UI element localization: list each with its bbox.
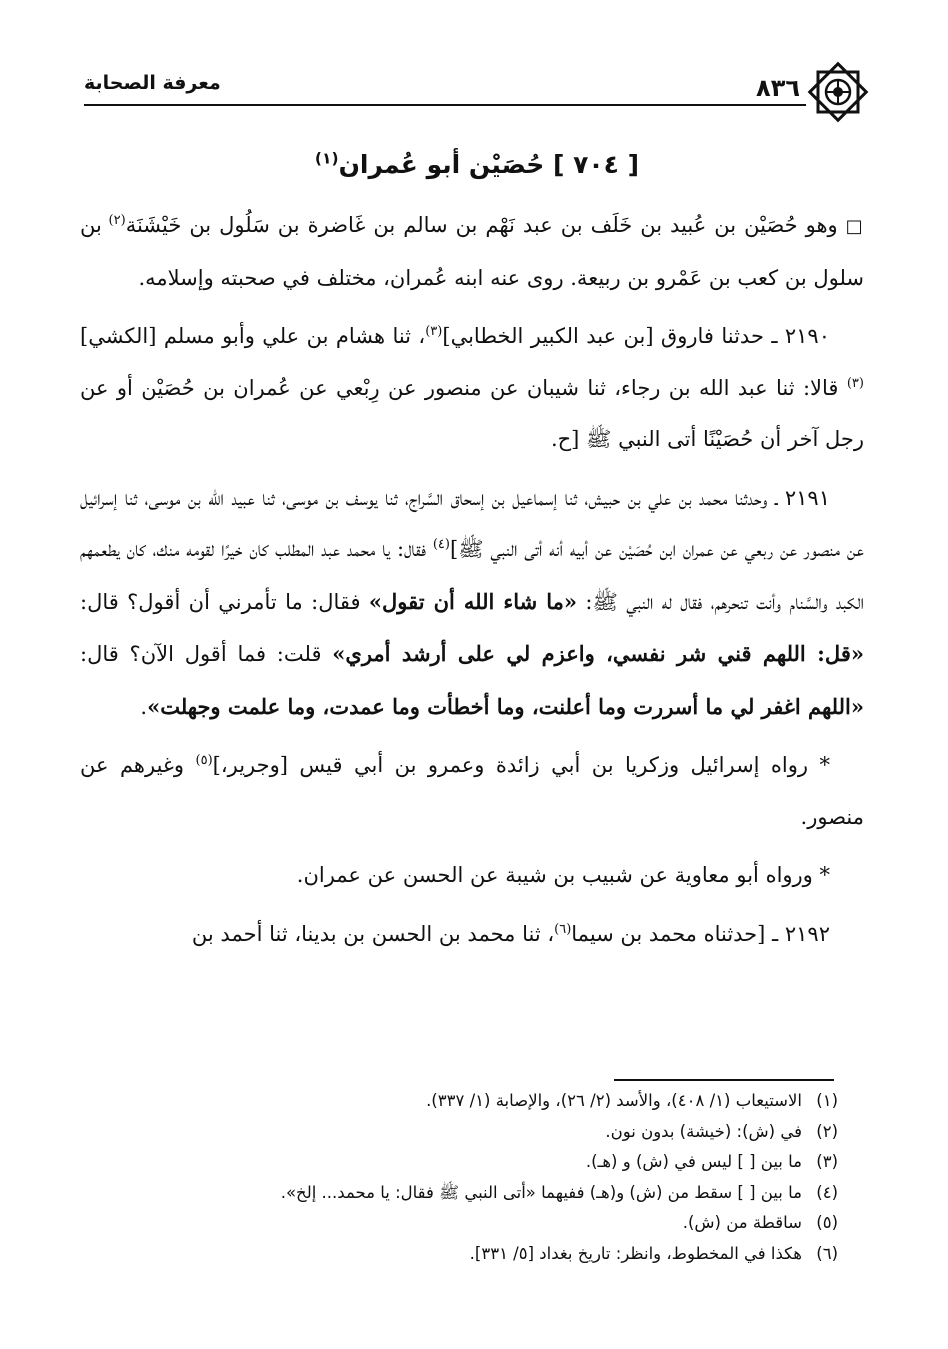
narration-note bbox=[80, 740, 864, 843]
footnote-number: (٣) bbox=[816, 1152, 838, 1171]
footnote-marker: (٥) bbox=[195, 753, 213, 768]
paragraph-text: بن سلول بن كعب بن عَمْرو بن ربيعة. روى عنه ابنه عُمران، مختلف في صحبته وإسلامه. bbox=[80, 213, 864, 290]
footnote-text: ما بين [ ] سقط من (ش) و(هـ) ففيهما «أتى النبي ﷺ فقال: يا محمد... إلخ». bbox=[280, 1182, 802, 1202]
paragraph-text: وهو حُصَيْن بن عُبيد بن خَلَف بن عبد نَهْم بن سالم بن غَاضرة بن سَلُول بن خَيْشَنَة bbox=[125, 213, 838, 237]
paragraph-text: * رواه إسرائيل وزكريا بن أبي زائدة وعمرو بن أبي قيس [وجرير،] bbox=[212, 753, 830, 777]
entry-footnote-marker: (١) bbox=[314, 149, 339, 168]
footnotes bbox=[80, 1086, 838, 1269]
footnote-number: (٢) bbox=[816, 1121, 838, 1141]
paragraph-text: ، ثنا محمد بن الحسن بن بدينا، ثنا أحمد بن bbox=[191, 921, 555, 946]
footnote-divider bbox=[614, 1079, 834, 1081]
footnote-number: (٦) bbox=[816, 1243, 838, 1263]
square-bullet-icon: □ bbox=[845, 216, 864, 237]
paragraph-text: ٢١٩٠ ـ حدثنا فاروق [بن عبد الكبير الخطابي] bbox=[442, 324, 830, 348]
footnote-marker: (٢) bbox=[108, 213, 126, 228]
main-text bbox=[80, 200, 864, 967]
paragraph-text: فقال: يا محمد عبد المطلب كان خيرًا لقومه منك، كان يطعمهم الكبد والسَّنام وأنت تنحرهم، فقال له النبي ﷺ: bbox=[80, 537, 864, 614]
biography-paragraph bbox=[80, 200, 864, 304]
footnote-item bbox=[80, 1178, 838, 1209]
running-header bbox=[84, 60, 870, 122]
footnote-item bbox=[80, 1147, 838, 1178]
paragraph-text: . bbox=[140, 694, 148, 719]
star-ornament-icon bbox=[806, 60, 870, 124]
paragraph-text: قلت: فما أقول الآن؟ قال: bbox=[80, 642, 322, 666]
paragraph-text: وغيرهم عن منصور. bbox=[80, 753, 864, 829]
footnote-text: ما بين [ ] ليس في (ش) و (هـ). bbox=[585, 1152, 802, 1171]
footnote-text: الاستيعاب (١/ ٤٠٨)، والأسد (٢/ ٢٦)، والإصابة (١/ ٣٣٧). bbox=[426, 1091, 802, 1110]
footnote-number: (٥) bbox=[816, 1213, 838, 1232]
footnote-number: (٤) bbox=[816, 1182, 838, 1202]
footnote-text: هكذا في المخطوط، وانظر: تاريخ بغداد [٥/ ٣٣١]. bbox=[469, 1243, 802, 1263]
footnote-marker: (٤) bbox=[432, 537, 450, 552]
prophetic-quote: «اللهم اغفر لي ما أسررت وما أعلنت، وما أخطأت وما عمدت، وما علمت وجهلت» bbox=[147, 693, 864, 719]
page-number: ٨٣٦ bbox=[756, 74, 800, 102]
footnote-item bbox=[80, 1117, 838, 1148]
footnote-marker: (٣) bbox=[846, 375, 864, 391]
hadith-2190 bbox=[80, 311, 864, 466]
paragraph-text: * ورواه أبو معاوية عن شبيب بن شيبة عن الحسن عن عمران. bbox=[296, 863, 830, 887]
prophetic-quote: «ما شاء الله أن تقول» bbox=[368, 588, 578, 614]
paragraph-text: ، ثنا هشام بن علي وأبو مسلم [الكشي] bbox=[80, 324, 426, 348]
header-divider bbox=[84, 104, 806, 106]
footnote-item bbox=[80, 1086, 838, 1117]
paragraph-text: ٢١٩٢ ـ [حدثناه محمد بن سيما bbox=[571, 921, 830, 946]
footnote-marker: (٣) bbox=[425, 324, 443, 339]
narration-note bbox=[80, 850, 864, 902]
footnote-text: ساقطة من (ش). bbox=[682, 1213, 802, 1232]
hadith-2191 bbox=[80, 473, 864, 734]
entry-number: [ ٧٠٤ ] bbox=[553, 150, 640, 179]
footnote-item bbox=[80, 1239, 838, 1270]
running-header-title: معرفة الصحابة bbox=[84, 72, 221, 94]
footnote-number: (١) bbox=[816, 1091, 838, 1110]
hadith-2192 bbox=[80, 909, 864, 961]
entry-name: حُصَيْن أبو عُمران bbox=[338, 150, 545, 179]
paragraph-text: فقال: ما تأمرني أن أقول؟ قال: bbox=[80, 589, 361, 614]
prophetic-quote: «قل: اللهم قني شر نفسي، واعزم لي على أرشد أمري» bbox=[332, 641, 864, 666]
entry-heading bbox=[84, 150, 870, 179]
footnote-marker: (٦) bbox=[554, 921, 572, 937]
footnote-item bbox=[80, 1208, 838, 1239]
paragraph-text: قالا: ثنا عبد الله بن رجاء، ثنا شيبان عن منصور عن رِبْعي عن عُمران بن حُصَيْن أو عن رجل آخر أن حُصَيْنًا أتى النبي ﷺ [ح. bbox=[80, 375, 864, 451]
footnote-text: في (ش): (خيشة) بدون نون. bbox=[605, 1121, 802, 1141]
paragraph-text: ٢١٩١ ـ وحدثنا محمد بن علي بن حبيش، ثنا إسماعيل بن إسحاق السَّراج، ثنا يوسف بن موسى، ثنا عبيد الله بن موسى، ثنا إسرائيل عن منصور عن ربعي عن عمران ابن حُصَيْن عن أبيه أنه أتى النبي ﷺ] bbox=[80, 485, 864, 561]
